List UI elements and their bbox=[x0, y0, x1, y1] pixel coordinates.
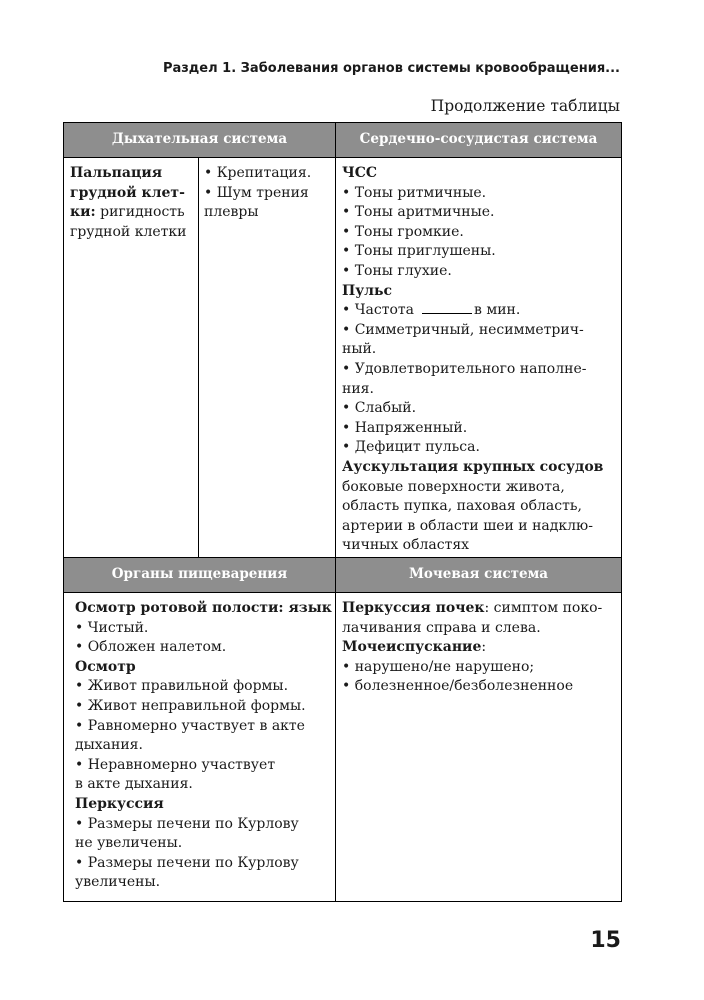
pulse-rate-unit: в мин. bbox=[473, 302, 521, 319]
percussion-item-1b: не увеличены. bbox=[75, 835, 183, 852]
micturition-item-2: • болезненное/безболезненное bbox=[342, 678, 574, 695]
page-number: 15 bbox=[590, 928, 621, 953]
auscultation-line-2: область пупка, паховая область, bbox=[342, 498, 582, 515]
percussion-item-2b: увеличены. bbox=[75, 874, 161, 891]
auscultation-line-4: чичных областях bbox=[342, 537, 470, 554]
hr-title: ЧСС bbox=[342, 165, 378, 181]
body-row-1 bbox=[64, 158, 622, 558]
oral-item-2: • Обложен налетом. bbox=[75, 639, 227, 656]
running-head: Раздел 1. Заболевания органов системы кровообращения... bbox=[162, 61, 620, 76]
header-urinary: Мочевая система bbox=[336, 558, 622, 593]
body-row-2 bbox=[64, 593, 622, 902]
hr-item-4: • Тоны приглушены. bbox=[342, 243, 496, 260]
percussion-item-1a: • Размеры печени по Курлову bbox=[75, 815, 299, 832]
micturition-title: Мочеиспускание bbox=[342, 639, 482, 656]
kidney-percussion-title: Перкуссия почек bbox=[342, 600, 485, 616]
exam-title: Осмотр bbox=[75, 658, 136, 675]
pulse-weak: • Слабый. bbox=[342, 400, 417, 417]
pulse-symmetry-2: ный. bbox=[342, 341, 377, 358]
palpation-title-1: Пальпация bbox=[70, 165, 163, 181]
header-cardiovascular: Сердечно-сосудистая система bbox=[336, 123, 622, 158]
hr-item-3: • Тоны громкие. bbox=[342, 223, 464, 240]
finding-friction-rub-1: • Шум трения bbox=[204, 184, 309, 201]
finding-friction-rub-2: плевры bbox=[204, 204, 259, 221]
cell-cardio bbox=[336, 158, 622, 558]
pulse-deficit: • Дефицит пульса. bbox=[342, 439, 480, 456]
kidney-percussion-2: лачивания справа и слева. bbox=[342, 619, 541, 636]
finding-crepitation: • Крепитация. bbox=[204, 165, 312, 181]
cell-urinary bbox=[336, 593, 622, 902]
palpation-title-2: грудной клет- bbox=[70, 184, 185, 201]
pulse-title: Пульс bbox=[342, 282, 393, 299]
examination-table bbox=[63, 122, 622, 902]
pulse-symmetry-1: • Симметричный, несимметрич- bbox=[342, 321, 584, 338]
header-digestive: Органы пищеварения bbox=[64, 558, 336, 593]
exam-item-3b: дыхания. bbox=[75, 737, 143, 754]
pulse-filling-2: ния. bbox=[342, 380, 374, 397]
exam-item-1: • Живот правильной формы. bbox=[75, 678, 289, 695]
kidney-percussion-text: : симптом поко- bbox=[484, 600, 603, 616]
exam-item-4a: • Неравномерно участвует bbox=[75, 756, 276, 773]
pulse-tense: • Напряженный. bbox=[342, 419, 468, 436]
palpation-line-3 bbox=[70, 203, 194, 223]
auscultation-line-3: артерии в области шеи и надклю- bbox=[342, 517, 593, 534]
kidney-percussion-1 bbox=[342, 599, 617, 619]
cell-resp-findings bbox=[199, 158, 336, 558]
header-respiratory: Дыхательная система bbox=[64, 123, 336, 158]
cell-resp-palpation bbox=[64, 158, 199, 558]
oral-title: Осмотр ротовой полости: язык bbox=[75, 600, 332, 616]
auscultation-title: Аускультация крупных сосудов bbox=[342, 458, 604, 475]
pulse-rate bbox=[342, 301, 617, 321]
table-continuation-label: Продолжение таблицы bbox=[430, 97, 620, 115]
pulse-rate-label: • Частота bbox=[342, 302, 414, 319]
micturition-colon: : bbox=[481, 639, 487, 656]
exam-item-3a: • Равномерно участвует в акте bbox=[75, 717, 305, 734]
hr-item-1: • Тоны ритмичные. bbox=[342, 184, 487, 201]
auscultation-line-1: боковые поверхности живота, bbox=[342, 478, 565, 495]
hr-item-2: • Тоны аритмичные. bbox=[342, 204, 495, 221]
pulse-filling-1: • Удовлетворительного наполне- bbox=[342, 360, 587, 377]
oral-item-1: • Чистый. bbox=[75, 619, 149, 636]
pulse-rate-blank bbox=[422, 301, 472, 314]
palpation-title-3: ки: bbox=[70, 204, 96, 221]
header-row-1 bbox=[64, 123, 622, 158]
palpation-text-4: грудной клетки bbox=[70, 223, 187, 240]
palpation-text-3: ригидность bbox=[95, 204, 185, 221]
exam-item-4b: в акте дыхания. bbox=[75, 776, 193, 793]
percussion-title: Перкуссия bbox=[75, 795, 164, 812]
cell-digestive bbox=[64, 593, 336, 902]
hr-item-5: • Тоны глухие. bbox=[342, 262, 452, 279]
header-row-2 bbox=[64, 558, 622, 593]
micturition-item-1: • нарушено/не нарушено; bbox=[342, 658, 535, 675]
micturition-heading bbox=[342, 638, 617, 658]
percussion-item-2a: • Размеры печени по Курлову bbox=[75, 854, 299, 871]
exam-item-2: • Живот неправильной формы. bbox=[75, 697, 306, 714]
